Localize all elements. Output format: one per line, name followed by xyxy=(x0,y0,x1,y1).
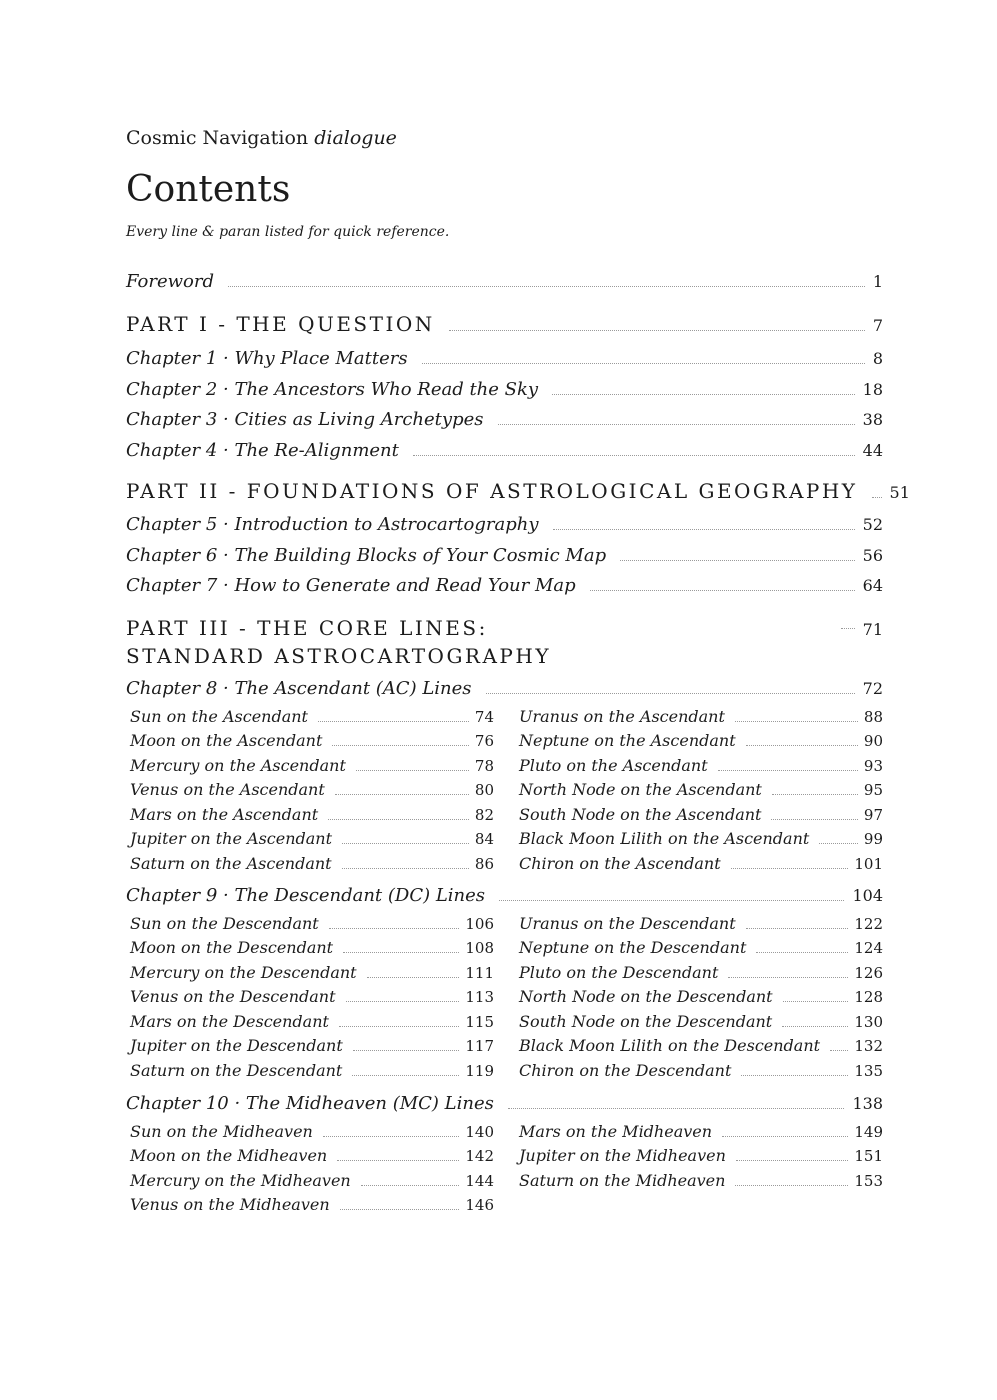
toc-subentry[interactable] xyxy=(130,851,494,875)
toc-subentry[interactable] xyxy=(130,802,494,826)
page-number: 153 xyxy=(854,1172,883,1190)
page-number: 64 xyxy=(862,576,883,595)
page-number: 71 xyxy=(862,620,883,639)
page-number: 78 xyxy=(474,757,494,775)
page-number: 90 xyxy=(863,732,883,750)
subentry-label: Sun on the Ascendant xyxy=(130,707,308,726)
dot-leader xyxy=(353,1050,460,1051)
page-number: 84 xyxy=(474,830,494,848)
page-number: 99 xyxy=(863,830,883,848)
toc-subentry[interactable] xyxy=(130,911,494,935)
subentry-label: Chiron on the Ascendant xyxy=(519,854,721,873)
dot-leader xyxy=(620,560,855,561)
page-number: 88 xyxy=(863,708,883,726)
toc-subentry[interactable] xyxy=(519,704,883,728)
dot-leader xyxy=(590,590,855,591)
page-number: 95 xyxy=(863,781,883,799)
page-number: 113 xyxy=(465,988,494,1006)
subentry-label: Moon on the Midheaven xyxy=(130,1146,328,1165)
page-number: 142 xyxy=(465,1147,494,1165)
page-title: Contents xyxy=(126,169,291,210)
chapter-label: Chapter 9 · The Descendant (DC) Lines xyxy=(126,885,486,906)
dot-leader xyxy=(328,819,469,820)
dot-leader xyxy=(722,1136,848,1137)
dot-leader xyxy=(486,693,855,694)
page-number: 130 xyxy=(854,1013,883,1031)
subentry-label: Pluto on the Ascendant xyxy=(519,756,708,775)
toc-subentry[interactable] xyxy=(130,1143,494,1167)
subentry-label: Jupiter on the Descendant xyxy=(130,1036,343,1055)
subentry-label: Jupiter on the Ascendant xyxy=(130,829,333,848)
part-label: PART II - FOUNDATIONS OF ASTROLOGICAL GEOGRAPHY xyxy=(126,479,858,503)
toc-entry-part-1[interactable] xyxy=(126,310,883,338)
dot-leader xyxy=(819,843,858,844)
toc-subentry[interactable] xyxy=(130,960,494,984)
dot-leader xyxy=(552,394,855,395)
subentry-label: North Node on the Ascendant xyxy=(519,780,762,799)
dot-leader xyxy=(741,1075,848,1076)
dot-leader xyxy=(340,1209,460,1210)
dot-leader xyxy=(746,745,858,746)
page-number: 104 xyxy=(852,886,883,905)
chapter-label: Chapter 3 · Cities as Living Archetypes xyxy=(126,409,484,430)
dot-leader xyxy=(508,1108,845,1109)
page-number: 1 xyxy=(872,272,883,291)
toc-subentry[interactable] xyxy=(519,960,883,984)
dot-leader xyxy=(339,1026,459,1027)
dot-leader xyxy=(782,1026,848,1027)
dot-leader xyxy=(731,868,849,869)
page-number: 132 xyxy=(854,1037,883,1055)
page-number: 119 xyxy=(465,1062,494,1080)
dot-leader xyxy=(718,770,858,771)
dot-leader xyxy=(337,1160,459,1161)
dot-leader xyxy=(342,868,469,869)
page-number: 18 xyxy=(862,380,883,399)
subentry-label: Saturn on the Ascendant xyxy=(130,854,332,873)
chapter-label: Chapter 10 · The Midheaven (MC) Lines xyxy=(126,1093,494,1114)
page-number: 115 xyxy=(465,1013,494,1031)
toc-subentry[interactable] xyxy=(130,1119,494,1143)
dot-leader xyxy=(449,330,865,331)
toc-entry-chapter-8[interactable] xyxy=(126,673,883,701)
page-number: 38 xyxy=(862,410,883,429)
page-number: 93 xyxy=(863,757,883,775)
toc-entry-part-3[interactable] xyxy=(126,614,883,674)
dot-leader xyxy=(735,1185,848,1186)
subentry-label: Mars on the Midheaven xyxy=(519,1122,713,1141)
page-number: 8 xyxy=(872,349,883,368)
subentry-label: Venus on the Ascendant xyxy=(130,780,325,799)
page-number: 111 xyxy=(465,964,494,982)
chapter-label: Chapter 7 · How to Generate and Read Your Map xyxy=(126,575,576,596)
chapter-label: Chapter 8 · The Ascendant (AC) Lines xyxy=(126,678,472,699)
subentry-label: North Node on the Descendant xyxy=(519,987,773,1006)
toc-entry-chapter-5[interactable] xyxy=(126,509,883,537)
subentry-label: Venus on the Descendant xyxy=(130,987,336,1006)
subentry-label: Sun on the Midheaven xyxy=(130,1122,313,1141)
dot-leader xyxy=(318,721,469,722)
toc-entry-part-2[interactable] xyxy=(126,477,910,505)
page-number: 140 xyxy=(465,1123,494,1141)
toc-subentry[interactable] xyxy=(519,1058,883,1082)
page-number: 128 xyxy=(854,988,883,1006)
page-number: 138 xyxy=(852,1094,883,1113)
book-title-italic: dialogue xyxy=(314,127,397,149)
subentry-label: Mars on the Ascendant xyxy=(130,805,319,824)
chapter-label: Chapter 1 · Why Place Matters xyxy=(126,348,408,369)
subentry-label: Mercury on the Descendant xyxy=(130,963,357,982)
dot-leader xyxy=(413,455,855,456)
page-number: 51 xyxy=(889,483,910,502)
subentry-label: South Node on the Ascendant xyxy=(519,805,762,824)
toc-subentry[interactable] xyxy=(130,984,494,1008)
toc-subentry[interactable] xyxy=(130,728,494,752)
subentry-label: Chiron on the Descendant xyxy=(519,1061,732,1080)
subentry-label: Venus on the Midheaven xyxy=(130,1195,330,1214)
dot-leader xyxy=(736,1160,848,1161)
dot-leader xyxy=(841,628,855,629)
toc-subentry[interactable] xyxy=(130,1192,494,1216)
dot-leader xyxy=(332,745,469,746)
subentry-label: Neptune on the Descendant xyxy=(519,938,747,957)
dot-leader xyxy=(553,529,855,530)
subentry-label: Saturn on the Midheaven xyxy=(519,1171,726,1190)
dot-leader xyxy=(746,928,849,929)
toc-subentry[interactable] xyxy=(130,935,494,959)
page-number: 72 xyxy=(862,679,883,698)
page-number: 97 xyxy=(863,806,883,824)
toc-entry-foreword[interactable] xyxy=(126,266,883,294)
subentry-label: Moon on the Ascendant xyxy=(130,731,323,750)
dot-leader xyxy=(772,794,858,795)
chapter-label: Chapter 5 · Introduction to Astrocartography xyxy=(126,514,539,535)
toc-subentry[interactable] xyxy=(519,984,883,1008)
dot-leader xyxy=(367,977,460,978)
subentry-label: Black Moon Lilith on the Ascendant xyxy=(519,829,810,848)
page-number: 106 xyxy=(465,915,494,933)
toc-entry-chapter-9[interactable] xyxy=(126,880,883,908)
page-number: 108 xyxy=(465,939,494,957)
page-number: 122 xyxy=(854,915,883,933)
dot-leader xyxy=(771,819,857,820)
part-label: PART I - THE QUESTION xyxy=(126,312,435,336)
subentry-label: South Node on the Descendant xyxy=(519,1012,773,1031)
toc-subentry[interactable] xyxy=(519,851,883,875)
dot-leader xyxy=(356,770,469,771)
page-number: 82 xyxy=(474,806,494,824)
dot-leader xyxy=(361,1185,460,1186)
page-number: 144 xyxy=(465,1172,494,1190)
page-number: 126 xyxy=(854,964,883,982)
toc-subentry[interactable] xyxy=(130,1168,494,1192)
dot-leader xyxy=(422,363,865,364)
book-title-main: Cosmic Navigation xyxy=(126,127,309,149)
toc-entry-chapter-7[interactable] xyxy=(126,570,883,598)
dot-leader xyxy=(335,794,469,795)
subentry-label: Uranus on the Descendant xyxy=(519,914,736,933)
chapter-label: Chapter 2 · The Ancestors Who Read the Sky xyxy=(126,379,539,400)
toc-subentry[interactable] xyxy=(519,911,883,935)
page-number: 149 xyxy=(854,1123,883,1141)
dot-leader xyxy=(498,424,855,425)
dot-leader xyxy=(872,497,882,498)
dot-leader xyxy=(499,900,844,901)
toc-subentry[interactable] xyxy=(519,802,883,826)
page-number: 52 xyxy=(862,515,883,534)
dot-leader xyxy=(228,286,865,287)
toc-subentry[interactable] xyxy=(519,1033,883,1057)
toc-entry-chapter-4[interactable] xyxy=(126,435,883,463)
toc-entry-chapter-10[interactable] xyxy=(126,1088,883,1116)
dot-leader xyxy=(830,1050,848,1051)
toc-subentry[interactable] xyxy=(130,1009,494,1033)
subentry-label: Jupiter on the Midheaven xyxy=(519,1146,726,1165)
page-number: 56 xyxy=(862,546,883,565)
dot-leader xyxy=(323,1136,460,1137)
toc-entry-chapter-6[interactable] xyxy=(126,540,883,568)
page-number: 44 xyxy=(862,441,883,460)
page-number: 74 xyxy=(474,708,494,726)
page-subtitle: Every line & paran listed for quick reference. xyxy=(126,224,450,240)
chapter-label: Chapter 6 · The Building Blocks of Your Cosmic Map xyxy=(126,545,607,566)
subentry-label: Moon on the Descendant xyxy=(130,938,334,957)
toc-subentry[interactable] xyxy=(519,1009,883,1033)
page-number: 101 xyxy=(854,855,883,873)
toc-entry-chapter-1[interactable] xyxy=(126,343,883,371)
page-number: 124 xyxy=(854,939,883,957)
subentry-label: Black Moon Lilith on the Descendant xyxy=(519,1036,821,1055)
page-number: 80 xyxy=(474,781,494,799)
entry-label: Foreword xyxy=(126,271,214,292)
toc-entry-chapter-3[interactable] xyxy=(126,404,883,432)
page-number: 151 xyxy=(854,1147,883,1165)
subentry-label: Mars on the Descendant xyxy=(130,1012,329,1031)
toc-subentry[interactable] xyxy=(519,826,883,850)
toc-subentry[interactable] xyxy=(519,1168,883,1192)
toc-subentry[interactable] xyxy=(519,753,883,777)
dot-leader xyxy=(783,1001,849,1002)
dot-leader xyxy=(352,1075,459,1076)
page-number: 117 xyxy=(465,1037,494,1055)
toc-subentry[interactable] xyxy=(130,1058,494,1082)
toc-subentry[interactable] xyxy=(130,826,494,850)
dot-leader xyxy=(346,1001,460,1002)
subentry-label: Pluto on the Descendant xyxy=(519,963,719,982)
toc-subentry[interactable] xyxy=(130,753,494,777)
dot-leader xyxy=(343,952,459,953)
dot-leader xyxy=(735,721,858,722)
dot-leader xyxy=(756,952,848,953)
page-number: 7 xyxy=(872,316,883,335)
chapter-label: Chapter 4 · The Re-Alignment xyxy=(126,440,399,461)
dot-leader xyxy=(329,928,460,929)
page-number: 146 xyxy=(465,1196,494,1214)
toc-subentry[interactable] xyxy=(519,1119,883,1143)
subentry-label: Uranus on the Ascendant xyxy=(519,707,725,726)
dot-leader xyxy=(728,977,848,978)
page-number: 135 xyxy=(854,1062,883,1080)
toc-subentry[interactable] xyxy=(519,777,883,801)
toc-subentry[interactable] xyxy=(130,704,494,728)
toc-entry-chapter-2[interactable] xyxy=(126,374,883,402)
toc-subentry[interactable] xyxy=(519,728,883,752)
toc-subentry[interactable] xyxy=(130,1033,494,1057)
toc-subentry[interactable] xyxy=(130,777,494,801)
dot-leader xyxy=(342,843,469,844)
page-number: 86 xyxy=(474,855,494,873)
subentry-label: Mercury on the Midheaven xyxy=(130,1171,351,1190)
toc-subentry[interactable] xyxy=(519,935,883,959)
subentry-label: Sun on the Descendant xyxy=(130,914,319,933)
subentry-label: Neptune on the Ascendant xyxy=(519,731,736,750)
page-number: 76 xyxy=(474,732,494,750)
subentry-label: Mercury on the Ascendant xyxy=(130,756,346,775)
part-label: PART III - THE CORE LINES: STANDARD ASTROCARTOGRAPHY xyxy=(126,616,552,668)
book-title xyxy=(126,124,397,152)
toc-subentry[interactable] xyxy=(519,1143,883,1167)
subentry-label: Saturn on the Descendant xyxy=(130,1061,343,1080)
